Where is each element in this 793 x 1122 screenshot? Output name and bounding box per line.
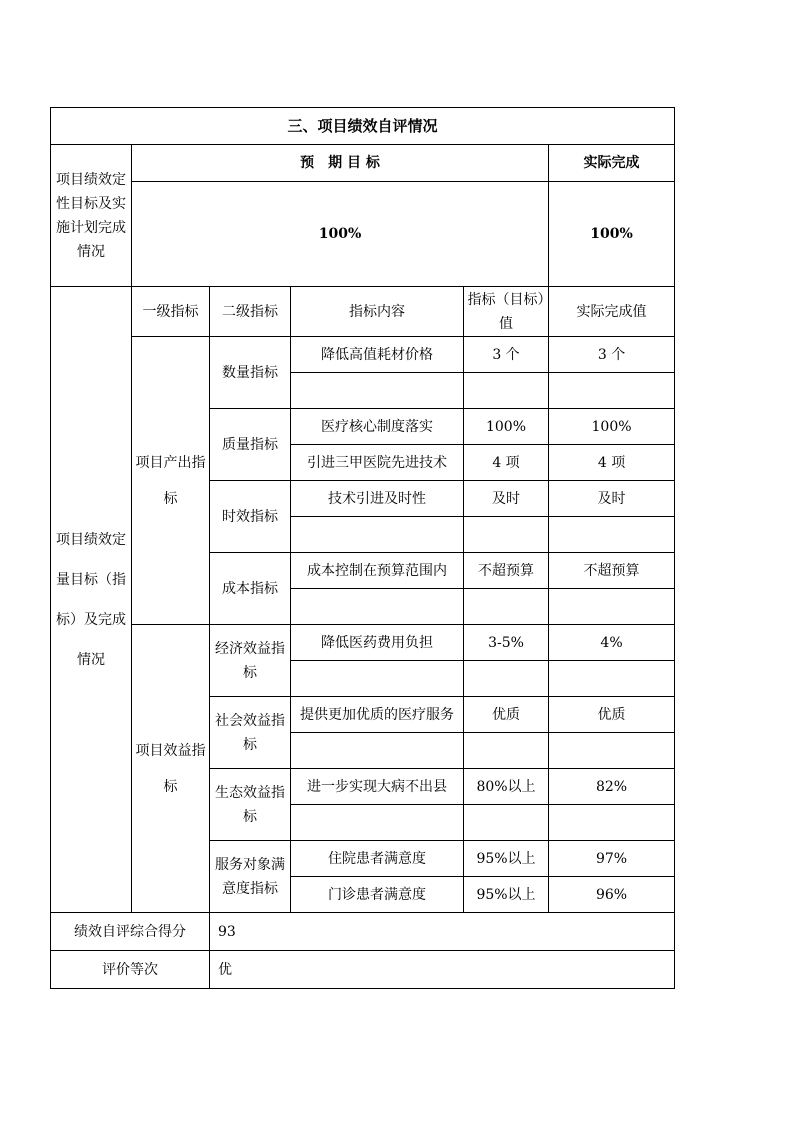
empty-cell: [464, 589, 549, 625]
table-cell-actual: 4%: [549, 625, 675, 661]
social-label: 社会效益指标: [210, 697, 291, 769]
table-cell-content: 住院患者满意度: [291, 841, 464, 877]
performance-table: [50, 107, 675, 989]
satisfaction-label: 服务对象满意度指标: [210, 841, 291, 913]
ecological-label: 生态效益指标: [210, 769, 291, 841]
table-cell-content: 医疗核心制度落实: [291, 409, 464, 445]
table-cell-content: 提供更加优质的医疗服务: [291, 697, 464, 733]
table-cell-target: 优质: [464, 697, 549, 733]
timeliness-label: 时效指标: [210, 481, 291, 553]
empty-cell: [464, 733, 549, 769]
table-cell-content: 降低医药费用负担: [291, 625, 464, 661]
score-value: 93: [210, 913, 675, 951]
table-cell-target: 95%以上: [464, 841, 549, 877]
qualitative-label: 项目绩效定性目标及实施计划完成情况: [51, 145, 132, 287]
empty-cell: [291, 373, 464, 409]
header-actual: 实际完成值: [549, 287, 675, 337]
actual-value: 100%: [549, 182, 675, 287]
table-cell-target: 及时: [464, 481, 549, 517]
empty-cell: [291, 517, 464, 553]
table-cell-target: 100%: [464, 409, 549, 445]
empty-cell: [464, 373, 549, 409]
table-cell-actual: 及时: [549, 481, 675, 517]
benefit-label: 项目效益指标: [132, 625, 210, 913]
table-cell-target: 3-5%: [464, 625, 549, 661]
empty-cell: [291, 805, 464, 841]
table-cell-actual: 3 个: [549, 337, 675, 373]
cost-label: 成本指标: [210, 553, 291, 625]
table-cell-target: 4 项: [464, 445, 549, 481]
score-label: 绩效自评综合得分: [51, 913, 210, 951]
table-cell-content: 技术引进及时性: [291, 481, 464, 517]
table-cell-target: 80%以上: [464, 769, 549, 805]
empty-cell: [291, 661, 464, 697]
quality-label: 质量指标: [210, 409, 291, 481]
section-title: 三、项目绩效自评情况: [51, 108, 675, 145]
grade-value: 优: [210, 951, 675, 989]
header-level2: 二级指标: [210, 287, 291, 337]
expected-value: 100%: [132, 182, 549, 287]
table-cell-actual: 82%: [549, 769, 675, 805]
empty-cell: [549, 373, 675, 409]
table-cell-actual: 97%: [549, 841, 675, 877]
table-cell-actual: 100%: [549, 409, 675, 445]
table-cell-content: 成本控制在预算范围内: [291, 553, 464, 589]
empty-cell: [549, 805, 675, 841]
empty-cell: [291, 733, 464, 769]
table-cell-actual: 不超预算: [549, 553, 675, 589]
table-cell-target: 不超预算: [464, 553, 549, 589]
table-cell-actual: 优质: [549, 697, 675, 733]
empty-cell: [291, 589, 464, 625]
quantitative-label: 项目绩效定量目标（指标）及完成情况: [51, 287, 132, 913]
grade-label: 评价等次: [51, 951, 210, 989]
quantity-label: 数量指标: [210, 337, 291, 409]
empty-cell: [464, 517, 549, 553]
expected-header: 预 期 目 标: [132, 145, 549, 182]
header-target: 指标（目标）值: [464, 287, 549, 337]
table-cell-target: 95%以上: [464, 877, 549, 913]
table-cell-actual: 96%: [549, 877, 675, 913]
table-cell-target: 3 个: [464, 337, 549, 373]
empty-cell: [549, 517, 675, 553]
header-content: 指标内容: [291, 287, 464, 337]
output-label: 项目产出指标: [132, 337, 210, 625]
actual-header: 实际完成: [549, 145, 675, 182]
table-cell-content: 引进三甲医院先进技术: [291, 445, 464, 481]
empty-cell: [464, 661, 549, 697]
table-cell-content: 降低高值耗材价格: [291, 337, 464, 373]
empty-cell: [464, 805, 549, 841]
table-cell-content: 进一步实现大病不出县: [291, 769, 464, 805]
table-cell-actual: 4 项: [549, 445, 675, 481]
empty-cell: [549, 589, 675, 625]
header-level1: 一级指标: [132, 287, 210, 337]
empty-cell: [549, 733, 675, 769]
table-cell-content: 门诊患者满意度: [291, 877, 464, 913]
economic-label: 经济效益指标: [210, 625, 291, 697]
empty-cell: [549, 661, 675, 697]
